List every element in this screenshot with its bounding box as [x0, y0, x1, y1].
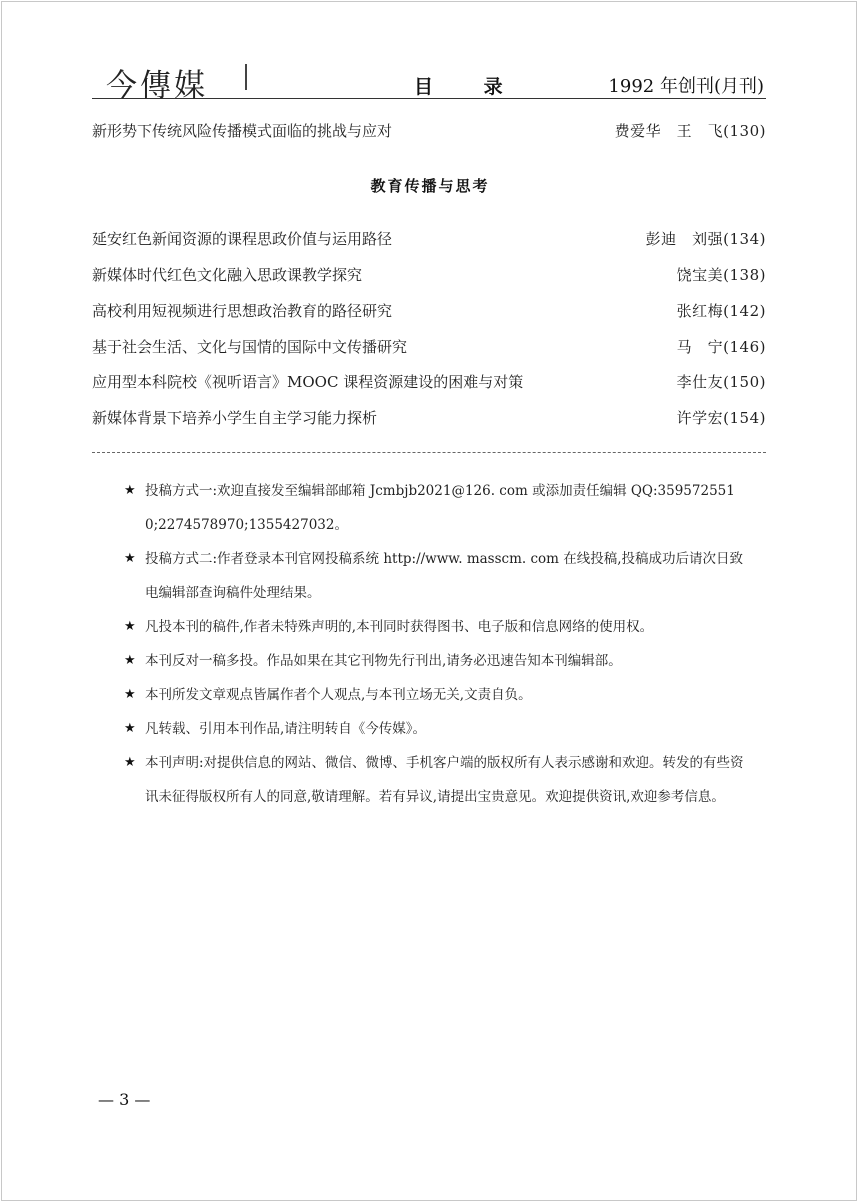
note-item	[124, 610, 744, 644]
note-text: 凡投本刊的稿件,作者未特殊声明的,本刊同时获得图书、电子版和信息网络的使用权。	[145, 619, 654, 635]
toc-entry[interactable]	[92, 405, 766, 431]
note-item	[124, 542, 744, 610]
article-author: 李仕友(150)	[676, 373, 766, 391]
note-item	[124, 746, 744, 814]
star-icon: ★	[124, 619, 136, 634]
article-title: 高校利用短视频进行思想政治教育的路径研究	[92, 302, 393, 320]
founded-note: 1992 年创刊(月刊)	[608, 76, 764, 97]
journal-header	[92, 58, 766, 104]
star-icon: ★	[124, 755, 136, 770]
note-item	[124, 474, 744, 542]
article-author: 彭迪 刘强(134)	[645, 230, 766, 248]
star-icon: ★	[124, 483, 136, 498]
dashed-divider	[92, 452, 766, 453]
article-author: 马 宁(146)	[676, 338, 766, 356]
article-title: 新形势下传统风险传播模式面临的挑战与应对	[92, 122, 393, 140]
article-author: 费爱华 王 飞(130)	[614, 122, 766, 140]
section-heading: 教育传播与思考	[370, 177, 490, 195]
note-item	[124, 712, 744, 746]
star-icon: ★	[124, 687, 136, 702]
toc-entry[interactable]	[92, 226, 766, 252]
toc-entry[interactable]	[92, 369, 766, 395]
article-title: 新媒体时代红色文化融入思政课教学探究	[92, 266, 363, 284]
article-title: 新媒体背景下培养小学生自主学习能力探析	[92, 409, 378, 427]
toc-title: 目 录	[414, 76, 525, 98]
journal-logo: 今傳媒	[106, 68, 208, 104]
note-text: 本刊反对一稿多投。作品如果在其它刊物先行刊出,请务必迅速告知本刊编辑部。	[145, 653, 622, 669]
article-author: 张红梅(142)	[676, 302, 766, 320]
toc-entry[interactable]	[92, 298, 766, 324]
toc-entry[interactable]	[92, 334, 766, 360]
page-number: — 3 —	[98, 1090, 151, 1109]
star-icon: ★	[124, 653, 136, 668]
note-text: 投稿方式二:作者登录本刊官网投稿系统 http://www. masscm. com 在线投稿,投稿成功后请次日致电编辑部查询稿件处理结果。	[145, 551, 744, 601]
toc-entry[interactable]	[92, 262, 766, 288]
note-text: 凡转载、引用本刊作品,请注明转自《今传媒》。	[145, 721, 427, 737]
note-text: 投稿方式一:欢迎直接发至编辑部邮箱 Jcmbjb2021@126. com 或添加责任编辑 QQ:3595725510;2274578970;1355427032。	[145, 483, 735, 533]
star-icon: ★	[124, 721, 136, 736]
article-title: 应用型本科院校《视听语言》MOOC 课程资源建设的困难与对策	[92, 373, 524, 391]
note-text: 本刊声明:对提供信息的网站、微信、微博、手机客户端的版权所有人表示感谢和欢迎。转发的有些资讯未征得版权所有人的同意,敬请理解。若有异议,请提出宝贵意见。欢迎提供资讯,欢迎参考信息。	[145, 755, 744, 805]
note-item	[124, 678, 744, 712]
submission-notes	[124, 474, 744, 814]
article-author: 许学宏(154)	[676, 409, 766, 427]
logo-divider	[245, 64, 247, 90]
article-author: 饶宝美(138)	[676, 266, 766, 284]
star-icon: ★	[124, 551, 136, 566]
note-item	[124, 644, 744, 678]
note-text: 本刊所发文章观点皆属作者个人观点,与本刊立场无关,文责自负。	[145, 687, 532, 703]
article-title: 延安红色新闻资源的课程思政价值与运用路径	[92, 230, 393, 248]
article-title: 基于社会生活、文化与国情的国际中文传播研究	[92, 338, 408, 356]
toc-entry[interactable]	[92, 118, 766, 144]
